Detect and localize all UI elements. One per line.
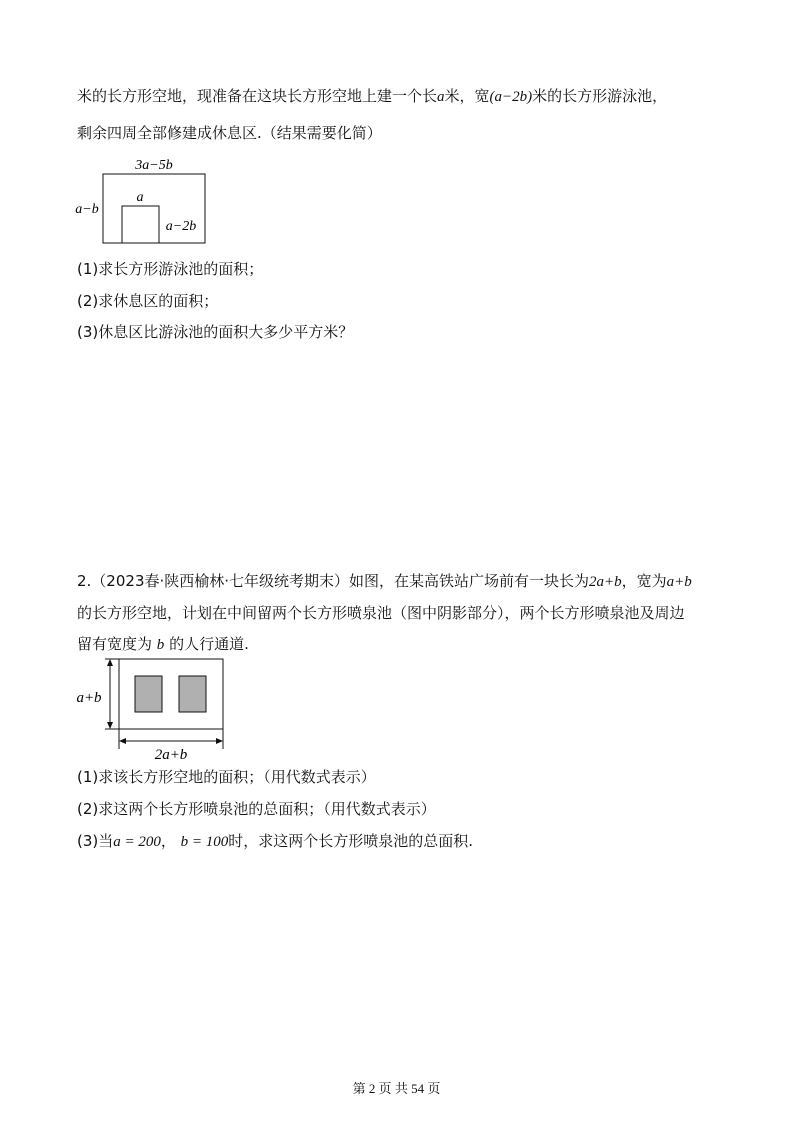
p2-question-2: (2)求这两个长方形喷泉池的总面积；（用代数式表示） [77, 800, 436, 818]
label-top: 3a−5b [135, 158, 173, 173]
pool-rectangle [122, 206, 159, 243]
label-inner-right: a−2b [165, 219, 197, 234]
p1-question-2: (2)求休息区的面积； [77, 292, 219, 310]
fountain-pool-left [135, 676, 162, 712]
label-left: a−b [75, 202, 99, 217]
p2-question-1: (1)求该长方形空地的面积；（用代数式表示） [77, 768, 376, 786]
expr-a-plus-b: a+b [666, 574, 692, 590]
p1-question-1: (1)求长方形游泳池的面积； [77, 260, 264, 278]
p2-text-line-3: 留有宽度为 b 的人行通道. [77, 635, 249, 653]
p2-question-3: (3)当a = 200， b = 100时，求这两个长方形喷泉池的总面积. [77, 832, 474, 850]
var-a: a [437, 89, 445, 105]
p2-text-line-1: 2.（2023春·陕西榆林·七年级统考期末）如图，在某高铁站广场前有一块长为2a+b，宽为a+b [77, 572, 692, 590]
label-height: a+b [76, 690, 102, 706]
label-width: 2a+b [154, 747, 188, 763]
page-footer: 第 2 页 共 54 页 [352, 1081, 441, 1096]
expr-2a-plus-b: 2a+b [589, 574, 622, 590]
p1-text-line-2: 剩余四周全部修建成休息区.（结果需要化简） [77, 124, 382, 142]
expr-a-minus-2b: (a−2b) [489, 89, 533, 105]
fountain-pool-right [179, 676, 206, 712]
var-b: b [156, 637, 165, 653]
p1-question-3: (3)休息区比游泳池的面积大多少平方米？ [77, 323, 354, 341]
p1-figure [70, 150, 215, 250]
p1-text-line-1: 米的长方形空地，现准备在这块长方形空地上建一个长a米，宽(a−2b)米的长方形游泳池， [77, 87, 668, 105]
eq-a-200: a = 200 [113, 834, 161, 850]
label-inner-top: a [136, 190, 144, 205]
p2-figure [72, 655, 232, 765]
eq-b-100: b = 100 [180, 834, 229, 850]
p2-text-line-2: 的长方形空地，计划在中间留两个长方形喷泉池（图中阴影部分），两个长方形喷泉池及周边 [77, 604, 685, 622]
